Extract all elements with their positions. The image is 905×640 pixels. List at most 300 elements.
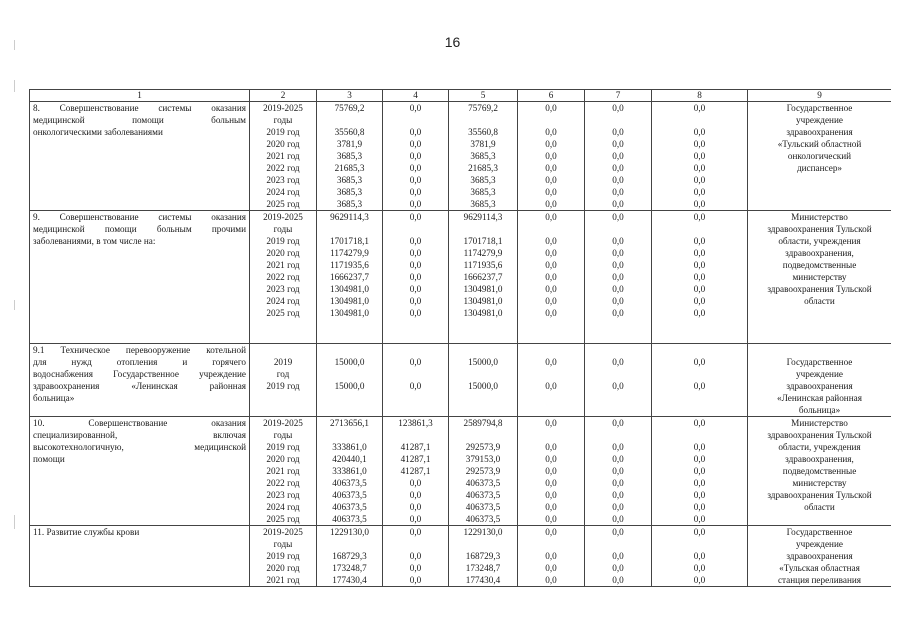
amount-value: 0,0 [545, 551, 557, 561]
amount-value [452, 368, 514, 380]
measure-name-line: 10. Совершенствование оказания [33, 418, 246, 428]
amount-value: 333861,0 [332, 442, 367, 452]
amount-value [521, 223, 581, 235]
amount-value [521, 368, 581, 380]
amount-value: 3685,3 [336, 175, 363, 185]
amount-value: 0,0 [545, 199, 557, 209]
amount-value: 123861,3 [398, 418, 433, 428]
amount-value: 0,0 [612, 551, 624, 561]
period-cell [250, 344, 317, 417]
period-line: 2025 год [266, 514, 300, 524]
amount-value [588, 344, 648, 356]
amount-value: 0,0 [409, 381, 422, 391]
period-line: годы [273, 539, 293, 549]
org-line: диспансер» [796, 163, 843, 173]
amount-cell-c4 [383, 417, 449, 526]
amount-value: 0,0 [693, 284, 706, 294]
amount-value: 41287,1 [400, 454, 431, 464]
measure-name-line: медицинской помощи больным [33, 115, 246, 125]
amount-value [452, 319, 514, 331]
amount-value: 0,0 [409, 103, 422, 113]
amount-value: 1171935,6 [463, 260, 503, 270]
org-line: Министерство [791, 212, 848, 222]
amount-value [521, 429, 581, 441]
amount-value: 168729,3 [332, 551, 367, 561]
org-line: Государственное [786, 103, 853, 113]
amount-value: 0,0 [612, 248, 624, 258]
amount-value: 1666237,7 [463, 272, 503, 282]
amount-value: 0,0 [409, 187, 422, 197]
amount-value [320, 429, 379, 441]
amount-value [655, 538, 744, 550]
amount-value: 292573,9 [465, 466, 501, 476]
amount-cell-c7 [585, 102, 652, 211]
org-line: учреждение [796, 369, 843, 379]
amount-value: 0,0 [409, 199, 422, 209]
org-line: области [804, 502, 835, 512]
amount-cell-c3 [317, 526, 383, 587]
amount-cell-c6 [518, 102, 585, 211]
amount-value: 0,0 [409, 127, 422, 137]
amount-cell-c7 [585, 417, 652, 526]
org-line: Государственное [786, 357, 853, 367]
measure-name-line: специализированной, включая [33, 430, 246, 440]
amount-cell-c5 [449, 211, 518, 344]
amount-value: 2589794,8 [463, 418, 503, 428]
period-line [253, 392, 313, 404]
period-cell [250, 102, 317, 211]
amount-value: 0,0 [545, 127, 557, 137]
amount-value [655, 344, 744, 356]
org-line: больница» [798, 405, 841, 415]
amount-value: 21685,3 [468, 163, 498, 173]
amount-value: 35560,8 [468, 127, 498, 137]
table-row [30, 526, 892, 587]
amount-value: 0,0 [693, 139, 706, 149]
amount-cell-c8 [652, 417, 748, 526]
amount-value: 0,0 [545, 212, 557, 222]
amount-value [452, 114, 514, 126]
period-line: 2020 год [266, 454, 300, 464]
amount-value: 0,0 [409, 551, 422, 561]
amount-value: 177430,4 [465, 575, 501, 585]
org-line: Государственное [786, 527, 853, 537]
amount-value: 0,0 [612, 260, 624, 270]
measure-name-line: 9. Совершенствование системы оказания [33, 212, 246, 222]
measure-name-line: водоснабжения Государственное учреждение [33, 369, 246, 379]
measure-name-line: заболеваниями, в том числе на: [33, 236, 156, 246]
org-line: здравоохранения Тульской [767, 224, 872, 234]
amount-cell-c6 [518, 526, 585, 587]
amount-value [452, 392, 514, 404]
org-line: области, учреждения [778, 442, 861, 452]
scan-artifact [14, 515, 15, 529]
amount-value: 0,0 [693, 490, 706, 500]
org-line: здравоохранения [786, 551, 853, 561]
org-line: области, учреждения [778, 236, 861, 246]
org-line: подведомственные [782, 260, 857, 270]
amount-value: 0,0 [693, 212, 706, 222]
amount-value: 0,0 [545, 490, 557, 500]
period-line: годы [273, 430, 293, 440]
amount-value [386, 331, 445, 343]
amount-value: 0,0 [612, 175, 624, 185]
amount-value: 0,0 [612, 575, 624, 585]
amount-value: 0,0 [693, 127, 706, 137]
amount-value: 0,0 [612, 212, 624, 222]
amount-value: 0,0 [409, 272, 422, 282]
amount-value [588, 538, 648, 550]
amount-value [452, 429, 514, 441]
period-line: 2019-2025 [263, 527, 303, 537]
org-line: учреждение [796, 115, 843, 125]
amount-value [320, 331, 379, 343]
amount-value: 0,0 [612, 442, 624, 452]
period-line: 2024 год [266, 187, 300, 197]
amount-cell-c3 [317, 417, 383, 526]
amount-value: 0,0 [545, 187, 557, 197]
amount-cell-c7 [585, 344, 652, 417]
amount-value: 0,0 [693, 260, 706, 270]
amount-cell-c7 [585, 211, 652, 344]
amount-value: 0,0 [545, 478, 557, 488]
amount-value: 15000,0 [468, 381, 498, 391]
amount-value: 0,0 [612, 478, 624, 488]
amount-value [452, 331, 514, 343]
amount-value: 0,0 [409, 139, 422, 149]
amount-value: 0,0 [612, 103, 624, 113]
amount-value [320, 538, 379, 550]
amount-cell-c3 [317, 344, 383, 417]
amount-value: 0,0 [693, 478, 706, 488]
amount-value: 168729,3 [465, 551, 501, 561]
amount-value [386, 223, 445, 235]
amount-value: 3685,3 [470, 199, 496, 209]
amount-value: 0,0 [409, 163, 422, 173]
amount-value [521, 538, 581, 550]
amount-cell-c6 [518, 417, 585, 526]
amount-value: 1174279,9 [463, 248, 503, 258]
period-line: 2020 год [266, 139, 300, 149]
amount-value: 0,0 [409, 575, 422, 585]
amount-value: 0,0 [693, 551, 706, 561]
amount-value [452, 538, 514, 550]
amount-value: 21685,3 [334, 163, 365, 173]
period-cell [250, 211, 317, 344]
org-line: онкологический [787, 151, 852, 161]
amount-value: 0,0 [612, 527, 624, 537]
amount-value: 0,0 [545, 514, 557, 524]
amount-value: 1304981,0 [329, 296, 370, 306]
period-line: 2019-2025 [263, 418, 303, 428]
amount-cell-c5 [449, 526, 518, 587]
period-line: 2023 год [266, 490, 300, 500]
amount-value: 406373,5 [465, 502, 501, 512]
amount-value: 0,0 [409, 490, 422, 500]
amount-value [521, 319, 581, 331]
org-line: здравоохранения, [785, 454, 854, 464]
amount-value: 0,0 [545, 357, 557, 367]
amount-value: 0,0 [693, 442, 706, 452]
period-line: 2019 год [266, 127, 300, 137]
org-line: учреждение [796, 539, 843, 549]
amount-value: 0,0 [693, 187, 706, 197]
amount-value: 0,0 [612, 514, 624, 524]
amount-value: 0,0 [612, 490, 624, 500]
amount-value: 0,0 [545, 151, 557, 161]
responsible-org-cell [748, 211, 892, 344]
amount-value: 3685,3 [336, 199, 363, 209]
period-cell [250, 417, 317, 526]
amount-value: 406373,5 [332, 490, 367, 500]
header-cell: 5 [449, 90, 518, 102]
amount-value: 1304981,0 [329, 308, 370, 318]
org-line: здравоохранения Тульской [767, 430, 872, 440]
amount-value: 41287,1 [400, 466, 431, 476]
org-line: «Ленинская районная [777, 393, 862, 403]
org-line [751, 344, 888, 356]
period-line: 2022 год [266, 478, 300, 488]
header-cell: 7 [585, 90, 652, 102]
period-line: 2019 [273, 357, 293, 367]
amount-cell-c4 [383, 344, 449, 417]
responsible-org-cell [748, 102, 892, 211]
period-line: 2025 год [266, 199, 300, 209]
period-line: 2021 год [266, 260, 300, 270]
amount-value: 41287,1 [400, 442, 431, 452]
amount-value: 0,0 [545, 272, 557, 282]
amount-value: 1304981,0 [463, 308, 503, 318]
amount-value: 3781,9 [336, 139, 363, 149]
scan-artifact [14, 80, 15, 92]
amount-value: 0,0 [612, 454, 624, 464]
amount-value: 15000,0 [468, 357, 498, 367]
amount-value: 0,0 [693, 466, 706, 476]
amount-value: 15000,0 [334, 357, 365, 367]
amount-value [452, 344, 514, 356]
amount-value: 1701718,1 [463, 236, 503, 246]
amount-value [588, 429, 648, 441]
org-line: здравоохранения Тульской [767, 284, 872, 294]
header-cell: 4 [383, 90, 449, 102]
amount-value: 1666237,7 [329, 272, 370, 282]
period-line: год [276, 369, 290, 379]
amount-value: 0,0 [545, 308, 557, 318]
period-line: 2021 год [266, 151, 300, 161]
org-line: «Тульский областной [777, 139, 862, 149]
amount-value: 3685,3 [470, 187, 496, 197]
amount-value: 0,0 [409, 260, 422, 270]
amount-value: 0,0 [612, 236, 624, 246]
amount-value: 0,0 [693, 527, 706, 537]
amount-cell-c8 [652, 102, 748, 211]
amount-value: 0,0 [612, 284, 624, 294]
measure-name-line: 8. Совершенствование системы оказания [33, 103, 246, 113]
amount-value: 0,0 [612, 139, 624, 149]
amount-value [320, 368, 379, 380]
amount-value: 75769,2 [334, 103, 365, 113]
amount-value: 1304981,0 [463, 296, 503, 306]
org-line: области [804, 296, 835, 306]
period-line: 2025 год [266, 308, 300, 318]
amount-value: 0,0 [612, 151, 624, 161]
budget-table [29, 89, 891, 587]
amount-value: 406373,5 [332, 502, 367, 512]
responsible-org-cell [748, 344, 892, 417]
amount-value: 0,0 [693, 236, 706, 246]
amount-value [320, 344, 379, 356]
org-line: Министерство [791, 418, 848, 428]
amount-value [588, 114, 648, 126]
amount-value [588, 368, 648, 380]
period-line: 2021 год [266, 466, 300, 476]
amount-value: 75769,2 [468, 103, 498, 113]
amount-value: 177430,4 [332, 575, 367, 585]
amount-value: 0,0 [693, 308, 706, 318]
amount-value: 0,0 [693, 163, 706, 173]
amount-value: 0,0 [693, 272, 706, 282]
amount-value: 406373,5 [332, 514, 367, 524]
period-line: 2021 год [266, 575, 300, 585]
amount-value [386, 344, 445, 356]
amount-value: 420440,1 [332, 454, 367, 464]
amount-cell-c6 [518, 211, 585, 344]
amount-value: 0,0 [612, 272, 624, 282]
amount-value: 3685,3 [470, 175, 496, 185]
period-line: 2019 год [266, 381, 300, 391]
amount-value [521, 114, 581, 126]
responsible-org-cell [748, 526, 892, 587]
amount-value: 0,0 [693, 381, 706, 391]
measure-name-cell [30, 344, 250, 417]
amount-value: 0,0 [545, 248, 557, 258]
amount-value: 0,0 [612, 163, 624, 173]
amount-value: 1174279,9 [330, 248, 369, 258]
amount-value: 0,0 [409, 248, 422, 258]
measure-name-line: онкологическими заболеваниями [33, 127, 163, 137]
amount-cell-c4 [383, 211, 449, 344]
amount-value: 0,0 [545, 236, 557, 246]
amount-value [320, 223, 379, 235]
amount-value: 0,0 [409, 502, 422, 512]
amount-value: 0,0 [545, 563, 557, 573]
amount-value: 0,0 [409, 212, 422, 222]
amount-value: 15000,0 [334, 381, 365, 391]
amount-value: 0,0 [612, 563, 624, 573]
amount-value: 0,0 [545, 466, 557, 476]
table-row [30, 211, 892, 344]
amount-value: 0,0 [545, 103, 557, 113]
amount-value [655, 319, 744, 331]
amount-value: 3685,3 [336, 151, 363, 161]
amount-value: 0,0 [409, 514, 422, 524]
amount-value [588, 331, 648, 343]
org-line: станция переливания [777, 575, 862, 585]
table-row [30, 344, 892, 417]
amount-value: 173248,7 [465, 563, 501, 573]
period-line: 2022 год [266, 272, 300, 282]
org-line: здравоохранения, [785, 248, 854, 258]
amount-value: 0,0 [693, 248, 706, 258]
period-line: 2024 год [266, 296, 300, 306]
org-line: здравоохранения Тульской [767, 490, 872, 500]
period-line: 2020 год [266, 563, 300, 573]
amount-value [320, 392, 379, 404]
measure-name-cell [30, 102, 250, 211]
measure-name-line: для нужд отопления и горячего [33, 357, 246, 367]
amount-value: 0,0 [612, 296, 624, 306]
amount-cell-c3 [317, 211, 383, 344]
amount-value [386, 392, 445, 404]
amount-value [386, 538, 445, 550]
amount-value: 0,0 [545, 381, 557, 391]
amount-value: 0,0 [409, 284, 422, 294]
amount-value: 1701718,1 [329, 236, 370, 246]
amount-value: 0,0 [612, 308, 624, 318]
amount-value: 0,0 [545, 175, 557, 185]
period-line: 2019-2025 [263, 103, 303, 113]
amount-value [588, 223, 648, 235]
amount-value: 0,0 [612, 187, 624, 197]
amount-value: 0,0 [612, 357, 624, 367]
amount-value: 1304981,0 [463, 284, 503, 294]
period-line [253, 319, 313, 331]
amount-value: 1229130,0 [329, 527, 370, 537]
header-cell: 2 [250, 90, 317, 102]
header-cell: 1 [30, 90, 250, 102]
amount-value: 406373,5 [465, 490, 501, 500]
header-cell: 9 [748, 90, 892, 102]
amount-value [655, 223, 744, 235]
responsible-org-cell [748, 417, 892, 526]
amount-value [655, 429, 744, 441]
amount-value: 406373,5 [465, 514, 501, 524]
amount-value: 0,0 [693, 357, 706, 367]
amount-value: 0,0 [409, 308, 422, 318]
measure-name-line: высокотехнологичную, медицинской [33, 442, 246, 452]
amount-value [386, 319, 445, 331]
amount-value: 0,0 [409, 236, 422, 246]
amount-cell-c8 [652, 211, 748, 344]
amount-value [588, 319, 648, 331]
amount-cell-c8 [652, 344, 748, 417]
amount-value [655, 331, 744, 343]
amount-value [320, 319, 379, 331]
document-sheet [29, 89, 891, 629]
amount-value [386, 429, 445, 441]
amount-value: 0,0 [693, 103, 706, 113]
amount-value [320, 114, 379, 126]
amount-value: 0,0 [409, 296, 422, 306]
amount-value [386, 368, 445, 380]
amount-cell-c3 [317, 102, 383, 211]
amount-value: 0,0 [693, 454, 706, 464]
period-cell [250, 526, 317, 587]
amount-value: 406373,5 [332, 478, 367, 488]
org-line: здравоохранения [786, 127, 853, 137]
period-line: годы [273, 224, 293, 234]
org-line: министерству [792, 272, 847, 282]
amount-value: 0,0 [693, 418, 706, 428]
table-row [30, 417, 892, 526]
amount-value: 0,0 [693, 151, 706, 161]
amount-value: 173248,7 [332, 563, 367, 573]
amount-cell-c5 [449, 417, 518, 526]
amount-value: 3685,3 [470, 151, 496, 161]
amount-value: 0,0 [409, 175, 422, 185]
amount-value: 406373,5 [465, 478, 501, 488]
amount-value: 0,0 [693, 514, 706, 524]
